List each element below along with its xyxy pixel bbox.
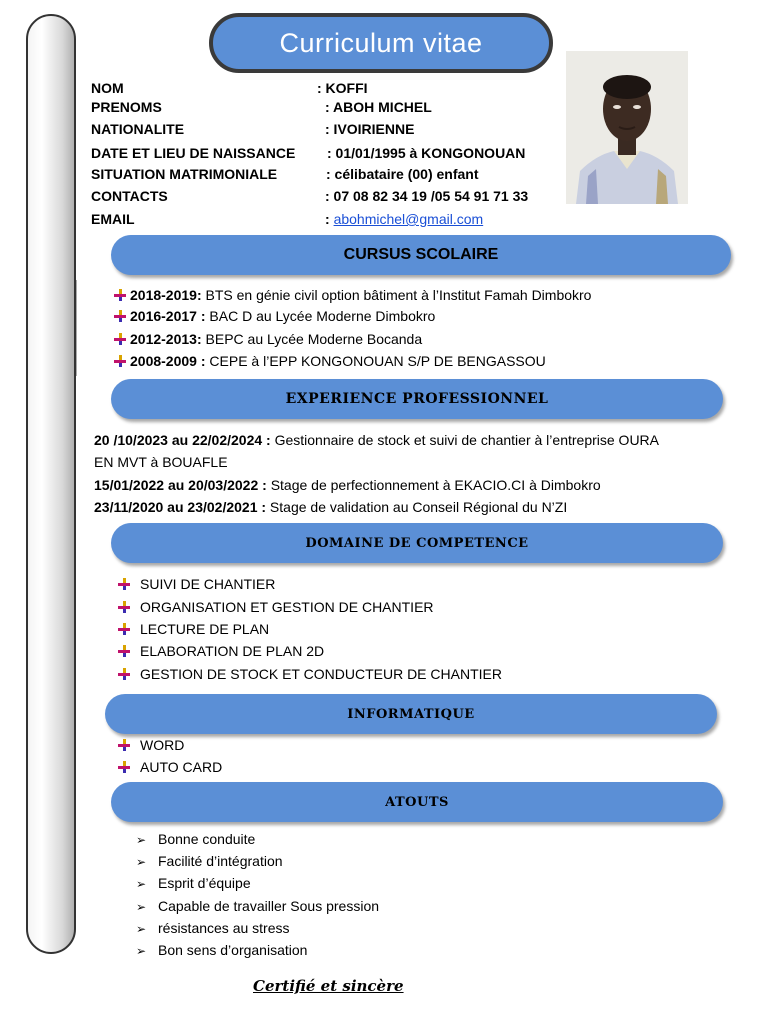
email-link[interactable]: abohmichel@gmail.com [333, 211, 484, 227]
info-value: : 07 08 82 34 19 /05 54 91 71 33 [325, 188, 529, 204]
list-item: GESTION DE STOCK ET CONDUCTEUR DE CHANTIER [118, 664, 502, 684]
list-item: ➢ Facilité d’intégration [136, 851, 283, 872]
arrow-bullet-icon: ➢ [136, 944, 147, 958]
cross-bullet-icon [114, 355, 126, 367]
section-title: ATOUTS [385, 794, 449, 810]
cross-bullet-icon [118, 739, 130, 751]
decorative-scroll-bar [26, 14, 76, 954]
section-title: EXPERIENCE PROFESSIONNEL [285, 391, 549, 407]
info-value: : KOFFI [317, 80, 368, 96]
list-item: ➢ Bonne conduite [136, 829, 255, 850]
section-header-informatique [105, 694, 717, 734]
divider [76, 280, 77, 376]
section-title: CURSUS SCOLAIRE [343, 246, 499, 263]
cross-bullet-icon [114, 333, 126, 345]
info-label: SITUATION MATRIMONIALE [91, 166, 278, 182]
info-label: NOM [91, 80, 124, 96]
info-value: : 01/01/1995 à KONGONOUAN [327, 145, 526, 161]
list-item: ORGANISATION ET GESTION DE CHANTIER [118, 597, 434, 617]
cross-bullet-icon [118, 601, 130, 613]
list-item: SUIVI DE CHANTIER [118, 574, 275, 594]
certification-note: Certifié et sincère [253, 977, 404, 995]
cross-bullet-icon [118, 668, 130, 680]
list-item-continued: EN MVT à BOUAFLE [94, 454, 228, 470]
list-item: ➢ résistances au stress [136, 918, 290, 939]
info-label: PRENOMS [91, 99, 162, 115]
section-title: INFORMATIQUE [347, 706, 475, 722]
info-label: EMAIL [91, 211, 135, 227]
section-title: DOMAINE DE COMPETENCE [305, 535, 529, 551]
section-header-competence [111, 523, 723, 563]
arrow-bullet-icon: ➢ [136, 877, 147, 891]
section-header-atouts [111, 782, 723, 822]
info-label: NATIONALITE [91, 121, 185, 137]
info-label: CONTACTS [91, 188, 168, 204]
list-item: ➢ Capable de travailler Sous pression [136, 896, 379, 917]
info-value: : IVOIRIENNE [325, 121, 415, 137]
cross-bullet-icon [114, 289, 126, 301]
info-label: DATE ET LIEU DE NAISSANCE [91, 145, 296, 161]
list-item: 23/11/2020 au 23/02/2021 : Stage de validation au Conseil Régional du N’ZI [94, 499, 568, 515]
list-item: AUTO CARD [118, 757, 222, 777]
section-header-experience [111, 379, 723, 419]
page-title: Curriculum vitae [209, 13, 553, 73]
list-item: 2016-2017 : BAC D au Lycée Moderne Dimbokro [114, 306, 435, 326]
arrow-bullet-icon: ➢ [136, 900, 147, 914]
profile-photo [566, 51, 688, 204]
list-item: ELABORATION DE PLAN 2D [118, 641, 324, 661]
cross-bullet-icon [118, 578, 130, 590]
list-item: 2008-2009 : CEPE à l’EPP KONGONOUAN S/P DE BENGASSOU [114, 351, 546, 371]
list-item: 2012-2013: BEPC au Lycée Moderne Bocanda [114, 329, 422, 349]
info-value: : célibataire (00) enfant [326, 166, 479, 182]
list-item: ➢ Bon sens d’organisation [136, 940, 307, 961]
list-item: WORD [118, 735, 184, 755]
list-item: ➢ Esprit d’équipe [136, 873, 251, 894]
arrow-bullet-icon: ➢ [136, 833, 147, 847]
info-value-prefix: : [325, 211, 334, 227]
list-item: 15/01/2022 au 20/03/2022 : Stage de perfectionnement à EKACIO.CI à Dimbokro [94, 477, 601, 493]
cross-bullet-icon [118, 761, 130, 773]
arrow-bullet-icon: ➢ [136, 922, 147, 936]
info-value: : ABOH MICHEL [325, 99, 432, 115]
cross-bullet-icon [118, 645, 130, 657]
list-item: LECTURE DE PLAN [118, 619, 269, 639]
arrow-bullet-icon: ➢ [136, 855, 147, 869]
section-header-cursus [111, 235, 731, 275]
list-item: 20 /10/2023 au 22/02/2024 : Gestionnaire de stock et suivi de chantier à l’entreprise OURA [94, 432, 659, 448]
list-item: 2018-2019: BTS en génie civil option bâtiment à l’Institut Famah Dimbokro [114, 285, 591, 305]
cross-bullet-icon [118, 623, 130, 635]
cross-bullet-icon [114, 310, 126, 322]
